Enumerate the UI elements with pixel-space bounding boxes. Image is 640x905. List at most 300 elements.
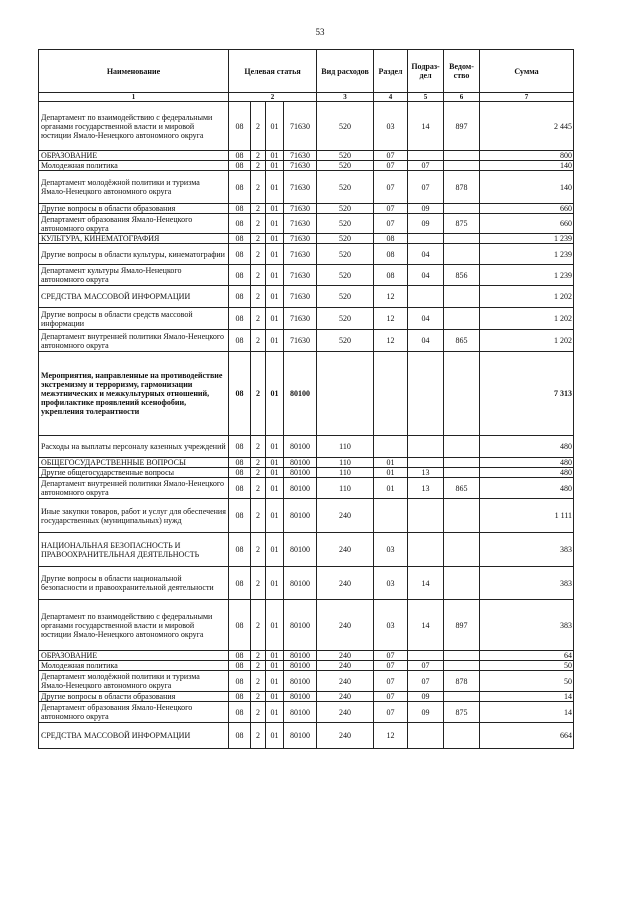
row-name: Департамент молодёжной политики и туризма Ямало-Ненецкого автономного округа — [39, 671, 229, 692]
column-number: 4 — [374, 93, 408, 102]
row-name: Департамент внутренней политики Ямало-Ненецкого автономного округа — [39, 478, 229, 499]
section-cell: 07 — [374, 161, 408, 171]
target-code-number: 80100 — [284, 600, 317, 651]
expense-type-cell: 520 — [317, 151, 374, 161]
column-number: 7 — [480, 93, 574, 102]
target-code-part: 08 — [229, 330, 251, 352]
target-code-part: 01 — [266, 723, 284, 749]
column-number: 1 — [39, 93, 229, 102]
section-cell: 07 — [374, 671, 408, 692]
target-code-part: 01 — [266, 265, 284, 286]
target-code-part: 2 — [251, 661, 266, 671]
column-number: 5 — [408, 93, 444, 102]
target-code-part: 08 — [229, 533, 251, 567]
expense-type-cell: 110 — [317, 468, 374, 478]
amount-cell: 7 313 — [480, 352, 574, 436]
target-code-part: 2 — [251, 458, 266, 468]
table-row — [39, 651, 574, 661]
department-cell: 875 — [444, 702, 480, 723]
target-code-number: 71630 — [284, 204, 317, 214]
target-code-part: 2 — [251, 600, 266, 651]
amount-cell: 383 — [480, 533, 574, 567]
section-cell: 01 — [374, 458, 408, 468]
department-cell: 865 — [444, 330, 480, 352]
amount-cell: 140 — [480, 161, 574, 171]
target-code-part: 2 — [251, 308, 266, 330]
target-code-part: 01 — [266, 478, 284, 499]
row-name: НАЦИОНАЛЬНАЯ БЕЗОПАСНОСТЬ И ПРАВООХРАНИТЕЛЬНАЯ ДЕЯТЕЛЬНОСТЬ — [39, 533, 229, 567]
amount-cell: 1 111 — [480, 499, 574, 533]
amount-cell: 1 239 — [480, 234, 574, 244]
expense-type-cell: 240 — [317, 692, 374, 702]
target-code-part: 08 — [229, 458, 251, 468]
expense-type-cell: 520 — [317, 171, 374, 204]
target-code-part: 2 — [251, 234, 266, 244]
section-cell: 07 — [374, 171, 408, 204]
row-name: Расходы на выплаты персоналу казенных учреждений — [39, 436, 229, 458]
table-header-row — [39, 50, 574, 93]
amount-cell: 664 — [480, 723, 574, 749]
amount-cell: 14 — [480, 692, 574, 702]
subsection-cell: 04 — [408, 244, 444, 265]
section-cell: 03 — [374, 533, 408, 567]
section-cell: 07 — [374, 214, 408, 234]
row-name: Другие вопросы в области культуры, кинематографии — [39, 244, 229, 265]
target-code-part: 01 — [266, 330, 284, 352]
amount-cell: 64 — [480, 651, 574, 661]
table-row — [39, 330, 574, 352]
target-code-part: 08 — [229, 567, 251, 600]
target-code-number: 80100 — [284, 567, 317, 600]
target-code-part: 01 — [266, 286, 284, 308]
target-code-part: 01 — [266, 102, 284, 151]
expense-type-cell: 520 — [317, 330, 374, 352]
target-code-part: 01 — [266, 468, 284, 478]
header-subsection: Подраз-дел — [408, 50, 444, 93]
expense-type-cell: 520 — [317, 286, 374, 308]
expense-type-cell: 240 — [317, 567, 374, 600]
table-row — [39, 478, 574, 499]
target-code-part: 01 — [266, 171, 284, 204]
table-row — [39, 533, 574, 567]
target-code-part: 01 — [266, 499, 284, 533]
section-cell: 12 — [374, 286, 408, 308]
amount-cell: 1 202 — [480, 286, 574, 308]
target-code-part: 08 — [229, 214, 251, 234]
target-code-part: 08 — [229, 702, 251, 723]
section-cell: 07 — [374, 692, 408, 702]
subsection-cell — [408, 286, 444, 308]
section-cell — [374, 436, 408, 458]
target-code-part: 2 — [251, 244, 266, 265]
target-code-part: 2 — [251, 468, 266, 478]
target-code-part: 08 — [229, 161, 251, 171]
subsection-cell: 07 — [408, 671, 444, 692]
expense-type-cell: 520 — [317, 204, 374, 214]
row-name: Иные закупки товаров, работ и услуг для обеспечения государственных (муниципальных) нужд — [39, 499, 229, 533]
department-cell — [444, 161, 480, 171]
amount-cell: 660 — [480, 204, 574, 214]
target-code-part: 2 — [251, 436, 266, 458]
header-expense-type: Вид расходов — [317, 50, 374, 93]
section-cell: 01 — [374, 478, 408, 499]
subsection-cell: 07 — [408, 161, 444, 171]
header-amount: Сумма — [480, 50, 574, 93]
section-cell: 07 — [374, 151, 408, 161]
target-code-part: 01 — [266, 651, 284, 661]
department-cell — [444, 352, 480, 436]
amount-cell: 14 — [480, 702, 574, 723]
amount-cell: 1 202 — [480, 330, 574, 352]
expense-type-cell: 240 — [317, 499, 374, 533]
subsection-cell — [408, 436, 444, 458]
department-cell: 897 — [444, 102, 480, 151]
department-cell: 897 — [444, 600, 480, 651]
table-row — [39, 567, 574, 600]
expense-type-cell: 520 — [317, 161, 374, 171]
department-cell — [444, 234, 480, 244]
table-row — [39, 352, 574, 436]
target-code-part: 08 — [229, 352, 251, 436]
department-cell: 856 — [444, 265, 480, 286]
target-code-part: 01 — [266, 204, 284, 214]
row-name: СРЕДСТВА МАССОВОЙ ИНФОРМАЦИИ — [39, 723, 229, 749]
target-code-part: 08 — [229, 692, 251, 702]
table-body — [39, 102, 574, 749]
target-code-part: 01 — [266, 661, 284, 671]
section-cell: 08 — [374, 234, 408, 244]
table-row — [39, 234, 574, 244]
table-row — [39, 702, 574, 723]
subsection-cell: 07 — [408, 661, 444, 671]
subsection-cell: 09 — [408, 702, 444, 723]
target-code-part: 01 — [266, 671, 284, 692]
target-code-number: 80100 — [284, 458, 317, 468]
row-name: Мероприятия, направленные на противодействие экстремизму и терроризму, гармонизации межэтнических и межкультурных отношений, профилактике проявлений ксенофобии, укрепления толерантности — [39, 352, 229, 436]
target-code-number: 71630 — [284, 265, 317, 286]
row-name: ОБРАЗОВАНИЕ — [39, 151, 229, 161]
department-cell — [444, 286, 480, 308]
subsection-cell — [408, 234, 444, 244]
target-code-number: 71630 — [284, 161, 317, 171]
target-code-part: 2 — [251, 204, 266, 214]
subsection-cell: 04 — [408, 308, 444, 330]
target-code-part: 01 — [266, 458, 284, 468]
target-code-part: 01 — [266, 436, 284, 458]
subsection-cell — [408, 458, 444, 468]
target-code-number: 80100 — [284, 661, 317, 671]
target-code-number: 71630 — [284, 308, 317, 330]
section-cell — [374, 499, 408, 533]
expense-type-cell: 240 — [317, 651, 374, 661]
department-cell — [444, 468, 480, 478]
target-code-part: 01 — [266, 244, 284, 265]
subsection-cell: 14 — [408, 600, 444, 651]
subsection-cell: 09 — [408, 214, 444, 234]
expense-type-cell: 110 — [317, 436, 374, 458]
target-code-part: 2 — [251, 499, 266, 533]
header-target: Целевая статья — [229, 50, 317, 93]
amount-cell: 480 — [480, 468, 574, 478]
department-cell — [444, 723, 480, 749]
row-name: Другие вопросы в области национальной безопасности и правоохранительной деятельности — [39, 567, 229, 600]
row-name: Молодежная политика — [39, 161, 229, 171]
table-row — [39, 204, 574, 214]
target-code-part: 08 — [229, 651, 251, 661]
department-cell — [444, 458, 480, 468]
subsection-cell: 14 — [408, 102, 444, 151]
section-cell: 03 — [374, 600, 408, 651]
section-cell: 03 — [374, 102, 408, 151]
target-code-part: 01 — [266, 692, 284, 702]
target-code-number: 80100 — [284, 651, 317, 661]
table-row — [39, 286, 574, 308]
target-code-part: 08 — [229, 723, 251, 749]
target-code-part: 2 — [251, 723, 266, 749]
department-cell — [444, 692, 480, 702]
target-code-part: 08 — [229, 244, 251, 265]
expense-type-cell: 240 — [317, 600, 374, 651]
amount-cell: 383 — [480, 600, 574, 651]
table-row — [39, 244, 574, 265]
subsection-cell: 04 — [408, 330, 444, 352]
subsection-cell: 09 — [408, 204, 444, 214]
amount-cell: 480 — [480, 436, 574, 458]
row-name: Молодежная политика — [39, 661, 229, 671]
row-name: Другие вопросы в области образования — [39, 692, 229, 702]
subsection-cell: 07 — [408, 171, 444, 204]
amount-cell: 1 239 — [480, 244, 574, 265]
section-cell: 07 — [374, 661, 408, 671]
amount-cell: 2 445 — [480, 102, 574, 151]
expense-type-cell: 520 — [317, 234, 374, 244]
target-code-part: 08 — [229, 308, 251, 330]
subsection-cell — [408, 352, 444, 436]
table-row — [39, 458, 574, 468]
target-code-part: 2 — [251, 171, 266, 204]
table-row — [39, 308, 574, 330]
department-cell — [444, 499, 480, 533]
header-department: Ведом-ство — [444, 50, 480, 93]
subsection-cell — [408, 533, 444, 567]
subsection-cell: 04 — [408, 265, 444, 286]
target-code-part: 01 — [266, 567, 284, 600]
expense-type-cell — [317, 352, 374, 436]
target-code-number: 71630 — [284, 171, 317, 204]
target-code-part: 08 — [229, 265, 251, 286]
target-code-part: 01 — [266, 600, 284, 651]
target-code-part: 2 — [251, 330, 266, 352]
target-code-number: 80100 — [284, 692, 317, 702]
row-name: Департамент по взаимодействию с федеральными органами государственной власти и мировой юстиции Ямало-Ненецкого автономного округа — [39, 600, 229, 651]
department-cell — [444, 533, 480, 567]
expense-type-cell: 520 — [317, 265, 374, 286]
target-code-number: 71630 — [284, 244, 317, 265]
row-name: Департамент культуры Ямало-Ненецкого автономного округа — [39, 265, 229, 286]
table-row — [39, 671, 574, 692]
target-code-part: 08 — [229, 671, 251, 692]
row-name: Департамент молодёжной политики и туризма Ямало-Ненецкого автономного округа — [39, 171, 229, 204]
column-number: 3 — [317, 93, 374, 102]
row-name: Департамент образования Ямало-Ненецкого автономного округа — [39, 702, 229, 723]
subsection-cell: 13 — [408, 478, 444, 499]
table-row — [39, 600, 574, 651]
department-cell — [444, 651, 480, 661]
section-cell: 08 — [374, 244, 408, 265]
expense-type-cell: 240 — [317, 533, 374, 567]
amount-cell: 800 — [480, 151, 574, 161]
row-name: Другие общегосударственные вопросы — [39, 468, 229, 478]
budget-table — [38, 49, 574, 749]
expense-type-cell: 240 — [317, 661, 374, 671]
amount-cell: 140 — [480, 171, 574, 204]
section-cell: 07 — [374, 651, 408, 661]
department-cell: 865 — [444, 478, 480, 499]
column-number-row — [39, 93, 574, 102]
target-code-number: 80100 — [284, 478, 317, 499]
target-code-part: 2 — [251, 214, 266, 234]
target-code-part: 2 — [251, 651, 266, 661]
target-code-part: 08 — [229, 499, 251, 533]
department-cell — [444, 436, 480, 458]
target-code-number: 80100 — [284, 352, 317, 436]
target-code-part: 2 — [251, 102, 266, 151]
subsection-cell — [408, 723, 444, 749]
target-code-number: 71630 — [284, 151, 317, 161]
table-row — [39, 468, 574, 478]
amount-cell: 480 — [480, 458, 574, 468]
expense-type-cell: 110 — [317, 458, 374, 468]
section-cell: 08 — [374, 265, 408, 286]
expense-type-cell: 240 — [317, 723, 374, 749]
table-row — [39, 171, 574, 204]
table-row — [39, 102, 574, 151]
header-section: Раздел — [374, 50, 408, 93]
target-code-part: 01 — [266, 352, 284, 436]
table-row — [39, 499, 574, 533]
target-code-number: 80100 — [284, 436, 317, 458]
department-cell — [444, 567, 480, 600]
amount-cell: 660 — [480, 214, 574, 234]
table-row — [39, 692, 574, 702]
section-cell: 07 — [374, 702, 408, 723]
section-cell: 12 — [374, 330, 408, 352]
expense-type-cell: 520 — [317, 308, 374, 330]
target-code-part: 08 — [229, 204, 251, 214]
column-number: 2 — [229, 93, 317, 102]
row-name: Департамент образования Ямало-Ненецкого автономного округа — [39, 214, 229, 234]
target-code-part: 08 — [229, 436, 251, 458]
section-cell: 12 — [374, 308, 408, 330]
target-code-part: 2 — [251, 151, 266, 161]
target-code-number: 80100 — [284, 468, 317, 478]
subsection-cell: 14 — [408, 567, 444, 600]
target-code-part: 01 — [266, 214, 284, 234]
row-name: Другие вопросы в области образования — [39, 204, 229, 214]
target-code-part: 08 — [229, 661, 251, 671]
target-code-part: 2 — [251, 533, 266, 567]
target-code-part: 2 — [251, 286, 266, 308]
amount-cell: 383 — [480, 567, 574, 600]
target-code-part: 2 — [251, 671, 266, 692]
target-code-part: 01 — [266, 533, 284, 567]
department-cell — [444, 661, 480, 671]
department-cell — [444, 151, 480, 161]
row-name: Департамент внутренней политики Ямало-Ненецкого автономного округа — [39, 330, 229, 352]
section-cell: 01 — [374, 468, 408, 478]
department-cell — [444, 204, 480, 214]
section-cell — [374, 352, 408, 436]
section-cell: 03 — [374, 567, 408, 600]
expense-type-cell: 240 — [317, 702, 374, 723]
target-code-part: 2 — [251, 692, 266, 702]
subsection-cell — [408, 151, 444, 161]
amount-cell: 480 — [480, 478, 574, 499]
target-code-part: 2 — [251, 161, 266, 171]
expense-type-cell: 240 — [317, 671, 374, 692]
target-code-number: 80100 — [284, 702, 317, 723]
target-code-part: 2 — [251, 567, 266, 600]
expense-type-cell: 520 — [317, 214, 374, 234]
table-row — [39, 151, 574, 161]
target-code-part: 08 — [229, 171, 251, 204]
target-code-part: 01 — [266, 151, 284, 161]
target-code-number: 80100 — [284, 671, 317, 692]
target-code-part: 08 — [229, 600, 251, 651]
section-cell: 07 — [374, 204, 408, 214]
table-row — [39, 436, 574, 458]
target-code-part: 2 — [251, 478, 266, 499]
expense-type-cell: 110 — [317, 478, 374, 499]
department-cell — [444, 308, 480, 330]
target-code-part: 2 — [251, 352, 266, 436]
target-code-part: 08 — [229, 468, 251, 478]
column-number: 6 — [444, 93, 480, 102]
target-code-part: 08 — [229, 102, 251, 151]
subsection-cell: 13 — [408, 468, 444, 478]
target-code-part: 01 — [266, 161, 284, 171]
target-code-number: 71630 — [284, 214, 317, 234]
target-code-part: 08 — [229, 286, 251, 308]
expense-type-cell: 520 — [317, 244, 374, 265]
amount-cell: 50 — [480, 671, 574, 692]
target-code-part: 08 — [229, 478, 251, 499]
target-code-part: 2 — [251, 265, 266, 286]
section-cell: 12 — [374, 723, 408, 749]
table-row — [39, 161, 574, 171]
amount-cell: 50 — [480, 661, 574, 671]
table-row — [39, 214, 574, 234]
subsection-cell — [408, 499, 444, 533]
header-name: Наименование — [39, 50, 229, 93]
target-code-number: 80100 — [284, 533, 317, 567]
target-code-number: 80100 — [284, 723, 317, 749]
target-code-number: 80100 — [284, 499, 317, 533]
target-code-part: 01 — [266, 234, 284, 244]
target-code-number: 71630 — [284, 330, 317, 352]
department-cell: 878 — [444, 171, 480, 204]
target-code-number: 71630 — [284, 286, 317, 308]
department-cell: 875 — [444, 214, 480, 234]
row-name: ОБЩЕГОСУДАРСТВЕННЫЕ ВОПРОСЫ — [39, 458, 229, 468]
target-code-part: 2 — [251, 702, 266, 723]
table-row — [39, 265, 574, 286]
expense-type-cell: 520 — [317, 102, 374, 151]
target-code-number: 71630 — [284, 234, 317, 244]
target-code-part: 01 — [266, 308, 284, 330]
subsection-cell: 09 — [408, 692, 444, 702]
row-name: Департамент по взаимодействию с федеральными органами государственной власти и мировой юстиции Ямало-Ненецкого автономного округа — [39, 102, 229, 151]
